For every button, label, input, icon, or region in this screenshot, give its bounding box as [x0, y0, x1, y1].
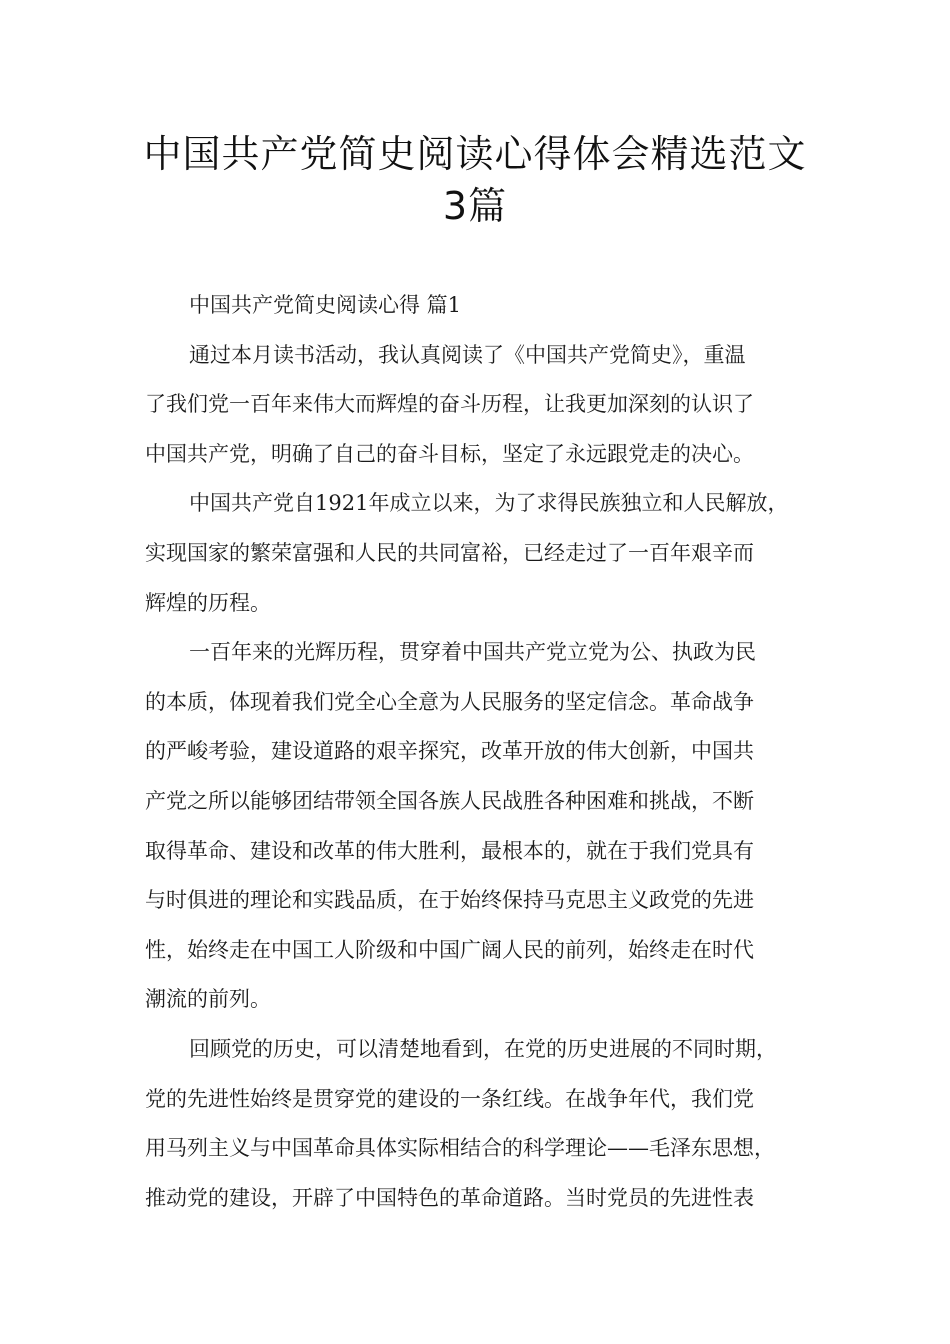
text-line: 用马列主义与中国革命具体实际相结合的科学理论——毛泽东思想， — [145, 1136, 775, 1161]
text-line: 辉煌的历程。 — [145, 590, 271, 615]
text-line: 与时俱进的理论和实践品质，在于始终保持马克思主义政党的先进 — [145, 888, 754, 913]
text-line: 取得革命、建设和改革的伟大胜利，最根本的，就在于我们党具有 — [145, 838, 754, 863]
text-line: 了我们党一百年来伟大而辉煌的奋斗历程，让我更加深刻的认识了 — [145, 392, 754, 417]
text-line: 一百年来的光辉历程，贯穿着中国共产党立党为公、执政为民 — [189, 640, 756, 665]
document-body — [145, 281, 835, 1223]
text-line: 党的先进性始终是贯穿党的建设的一条红线。在战争年代，我们党 — [145, 1086, 754, 1111]
document-title-line-2: 3篇 — [442, 184, 508, 228]
text-line: 通过本月读书活动，我认真阅读了《中国共产党简史》，重温 — [189, 342, 746, 367]
text-line: 性，始终走在中国工人阶级和中国广阔人民的前列，始终走在时代 — [145, 937, 754, 962]
section-heading: 中国共产党简史阅读心得 篇1 — [189, 293, 462, 317]
text-line: 中国共产党自1921年成立以来，为了求得民族独立和人民解放， — [189, 491, 789, 516]
text-line: 推动党的建设，开辟了中国特色的革命道路。当时党员的先进性表 — [145, 1185, 754, 1210]
text-line: 实现国家的繁荣富强和人民的共同富裕，已经走过了一百年艰辛而 — [145, 540, 754, 565]
text-line: 产党之所以能够团结带领全国各族人民战胜各种困难和挑战，不断 — [145, 788, 754, 813]
text-line: 潮流的前列。 — [145, 987, 271, 1012]
text-line: 的本质，体现着我们党全心全意为人民服务的坚定信念。革命战争 — [145, 689, 754, 714]
text-line: 的严峻考验，建设道路的艰辛探究，改革开放的伟大创新，中国共 — [145, 739, 754, 764]
text-line: 中国共产党，明确了自己的奋斗目标，坚定了永远跟党走的决心。 — [145, 441, 754, 466]
text-line: 回顾党的历史，可以清楚地看到，在党的历史进展的不同时期， — [189, 1036, 777, 1061]
document-title-line-1: 中国共产党简史阅读心得体会精选范文 — [143, 132, 807, 176]
